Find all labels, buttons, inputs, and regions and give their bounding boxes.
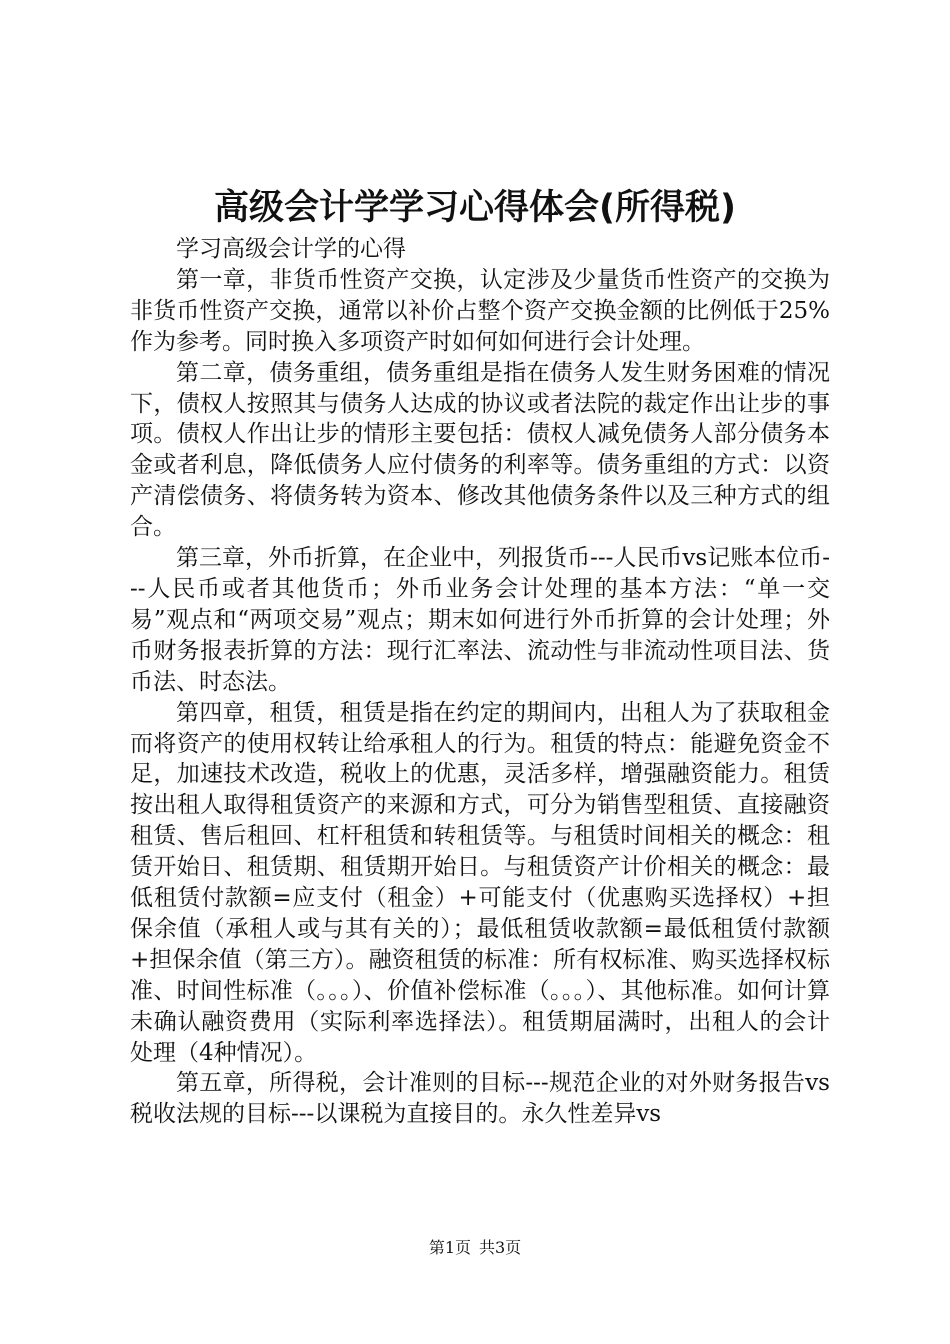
page-footer	[0, 1238, 950, 1258]
paragraph-chapter-5: 第五章，所得税，会计准则的目标---规范企业的对外财务报告vs税收法规的目标---以课税为直接目的。永久性差异vs	[130, 1070, 830, 1128]
paragraph-chapter-1: 第一章，非货币性资产交换，认定涉及少量货币性资产的交换为非货币性资产交换，通常以补价占整个资产交换金额的比例低于25%作为参考。同时换入多项资产时如何如何进行会计处理。	[130, 266, 830, 355]
document-title: 高级会计学学习心得体会(所得税)	[214, 188, 736, 228]
document-body	[130, 234, 830, 1130]
paragraph-chapter-3: 第三章，外币折算，在企业中，列报货币---人民币vs记账本位币---人民币或者其他货币；外币业务会计处理的基本方法：“单一交易”观点和“两项交易”观点；期末如何进行外币折算的会计处理；外币财务报表折算的方法：现行汇率法、流动性与非流动性项目法、货币法、时态法。	[130, 545, 830, 695]
page-total: 共3页	[479, 1238, 522, 1257]
paragraph-chapter-2: 第二章，债务重组，债务重组是指在债务人发生财务困难的情况下，债权人按照其与债务人达成的协议或者法院的裁定作出让步的事项。债权人作出让步的情形主要包括：债权人减免债务人部分债务本金或者利息，降低债务人应付债务的利率等。债务重组的方式：以资产清偿债务、将债务转为资本、修改其他债务条件以及三种方式的组合。	[130, 359, 830, 541]
document-subtitle: 学习高级会计学的心得	[176, 236, 406, 262]
paragraph-chapter-4: 第四章，租赁，租赁是指在约定的期间内，出租人为了获取租金而将资产的使用权转让给承租人的行为。租赁的特点：能避免资金不足，加速技术改造，税收上的优惠，灵活多样，增强融资能力。租赁按出租人取得租赁资产的来源和方式，可分为销售型租赁、直接融资租赁、售后租回、杠杆租赁和转租赁等。与租赁时间相关的概念：租赁开始日、租赁期、租赁期开始日。与租赁资产计价相关的概念：最低租赁付款额=应支付（租金）+可能支付（优惠购买选择权）+担保余值（承租人或与其有关的）；最低租赁收款额=最低租赁付款额+担保余值（第三方）。融资租赁的标准：所有权标准、购买选择权标准、时间性标准（。。。）、价值补偿标准（。。。）、其他标准。如何计算未确认融资费用（实际利率选择法）。租赁期届满时，出租人的会计处理（4种情况）。	[130, 699, 830, 1066]
page-number: 第1页	[428, 1238, 471, 1257]
